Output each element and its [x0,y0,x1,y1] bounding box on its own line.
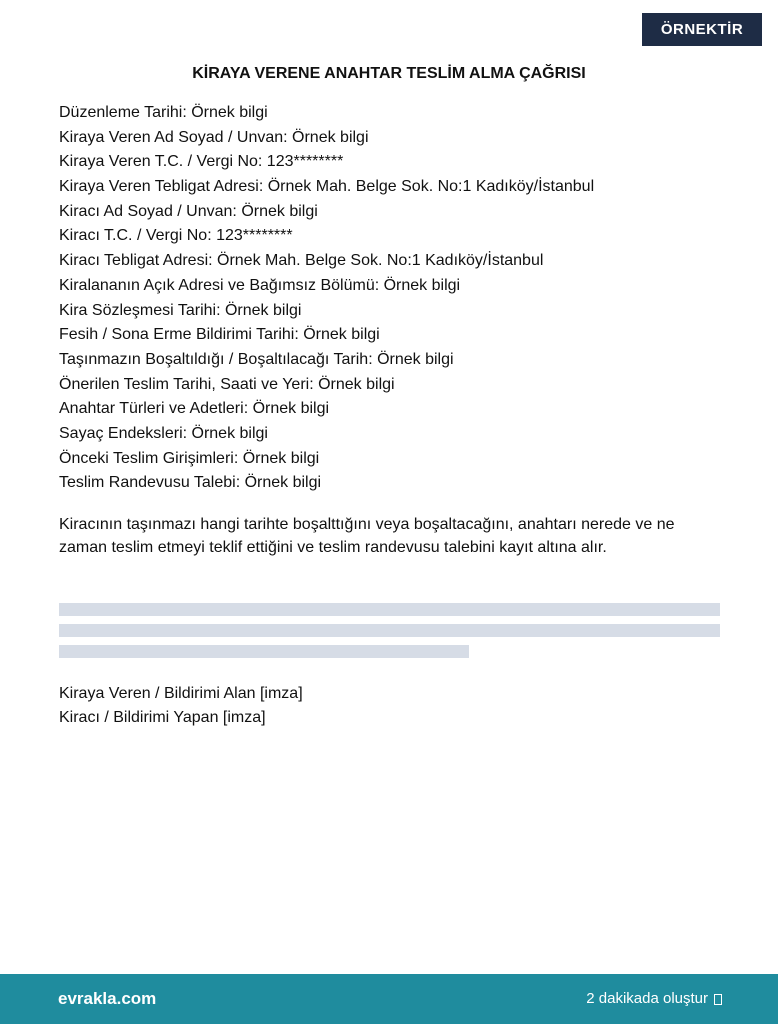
sample-badge [642,13,762,46]
field-line: Kiraya Veren Ad Soyad / Unvan: Örnek bilgi [59,128,369,146]
field-line: Önerilen Teslim Tarihi, Saati ve Yeri: Örnek bilgi [59,375,395,393]
signature-line-tenant: Kiracı / Bildirimi Yapan [imza] [59,709,266,726]
footer-bar [0,974,778,1024]
field-line: Kira Sözleşmesi Tarihi: Örnek bilgi [59,301,302,319]
sample-badge-label: ÖRNEKTİR [660,21,744,38]
signature-block [59,682,739,730]
field-line: Fesih / Sona Erme Bildirimi Tarihi: Örnek bilgi [59,326,380,344]
description-paragraph: Kiracının taşınmazı hangi tarihte boşalttığını veya boşaltacağını, anahtarı nerede ve ne zaman teslim etmeyi teklif ettiğini ve teslim randevusu talebini kayıt altına alır. [59,516,675,556]
document-title: KİRAYA VERENE ANAHTAR TESLİM ALMA ÇAĞRISI [192,65,586,82]
field-line: Kiracı Tebligat Adresi: Örnek Mah. Belge Sok. No:1 Kadıköy/İstanbul [59,252,544,270]
field-line: Anahtar Türleri ve Adetleri: Örnek bilgi [59,400,330,418]
create-document-link[interactable] [586,990,722,1008]
field-line: Sayaç Endeksleri: Örnek bilgi [59,424,268,442]
signature-line-landlord: Kiraya Veren / Bildirimi Alan [imza] [59,685,303,702]
create-document-label: 2 dakikada oluştur [586,990,708,1007]
document-icon [714,994,722,1005]
field-line: Kiracı Ad Soyad / Unvan: Örnek bilgi [59,202,318,220]
field-line: Kiracı T.C. / Vergi No: 123******** [59,227,293,245]
field-line: Kiralananın Açık Adresi ve Bağımsız Bölümü: Örnek bilgi [59,276,461,294]
redacted-text-bar [59,624,720,637]
redacted-text-bar [59,603,720,616]
field-line: Taşınmazın Boşaltıldığı / Boşaltılacağı Tarih: Örnek bilgi [59,350,454,368]
field-line: Kiraya Veren Tebligat Adresi: Örnek Mah. Belge Sok. No:1 Kadıköy/İstanbul [59,178,595,196]
field-line: Önceki Teslim Girişimleri: Örnek bilgi [59,449,320,467]
field-line: Kiraya Veren T.C. / Vergi No: 123******** [59,153,344,171]
redacted-text-bar [59,645,469,658]
field-line: Düzenleme Tarihi: Örnek bilgi [59,104,268,121]
document-fields [59,101,739,496]
footer-brand-link[interactable]: evrakla.com [58,989,157,1008]
field-line: Teslim Randevusu Talebi: Örnek bilgi [59,474,322,492]
